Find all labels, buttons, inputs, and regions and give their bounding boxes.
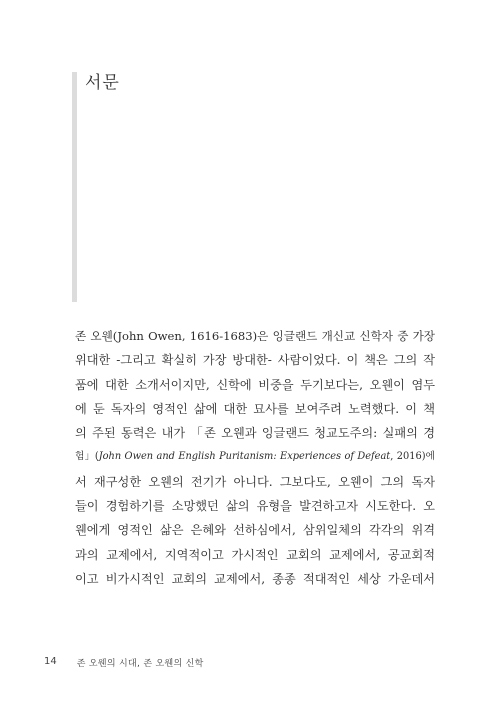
- page-number: 14: [44, 656, 57, 667]
- body-line: 이고 비가시적인 교회의 교제에서, 종종 적대적인 세상 가운데서: [75, 571, 435, 586]
- body-text-fragment: 험」(: [75, 451, 99, 463]
- book-title-italic: John Owen and English Puritanism: Experiences of Defeat: [98, 451, 391, 463]
- section-title: 서문: [85, 73, 120, 93]
- body-text-fragment: , 2016)에: [390, 451, 435, 463]
- body-paragraph: [75, 324, 435, 591]
- body-line: 위대한 -그리고 확실히 가장 방대한- 사람이었다. 이 책은 그의 작: [75, 353, 435, 368]
- body-line: 서 재구성한 오웬의 전기가 아니다. 그보다도, 오웬이 그의 독자: [75, 474, 435, 489]
- body-line: 품에 대한 소개서이지만, 신학에 비중을 두기보다는, 오웬이 염두: [75, 377, 435, 392]
- body-line: 의 주된 동력은 내가 「존 오웬과 잉글랜드 청교도주의: 실패의 경: [75, 426, 435, 441]
- page-footer: [44, 656, 204, 669]
- body-line: 과의 교제에서, 지역적이고 가시적인 교회의 교제에서, 공교회적: [75, 547, 435, 562]
- section-heading-bar: [72, 72, 77, 302]
- body-line: 웬에게 영적인 삶은 은혜와 선하심에서, 삼위일체의 각각의 위격: [75, 523, 435, 538]
- body-line-with-book-title: [75, 445, 435, 469]
- body-line: 에 둔 독자의 영적인 삶에 대한 묘사를 보여주려 노력했다. 이 책: [75, 401, 435, 416]
- body-line: 존 오웬(John Owen, 1616-1683)은 잉글랜드 개신교 신학자 중 가장: [75, 329, 435, 343]
- running-head: 존 오웬의 시대, 존 오웬의 신학: [76, 659, 204, 669]
- body-line: 들이 경험하기를 소망했던 삶의 유형을 발견하고자 시도한다. 오: [75, 499, 435, 514]
